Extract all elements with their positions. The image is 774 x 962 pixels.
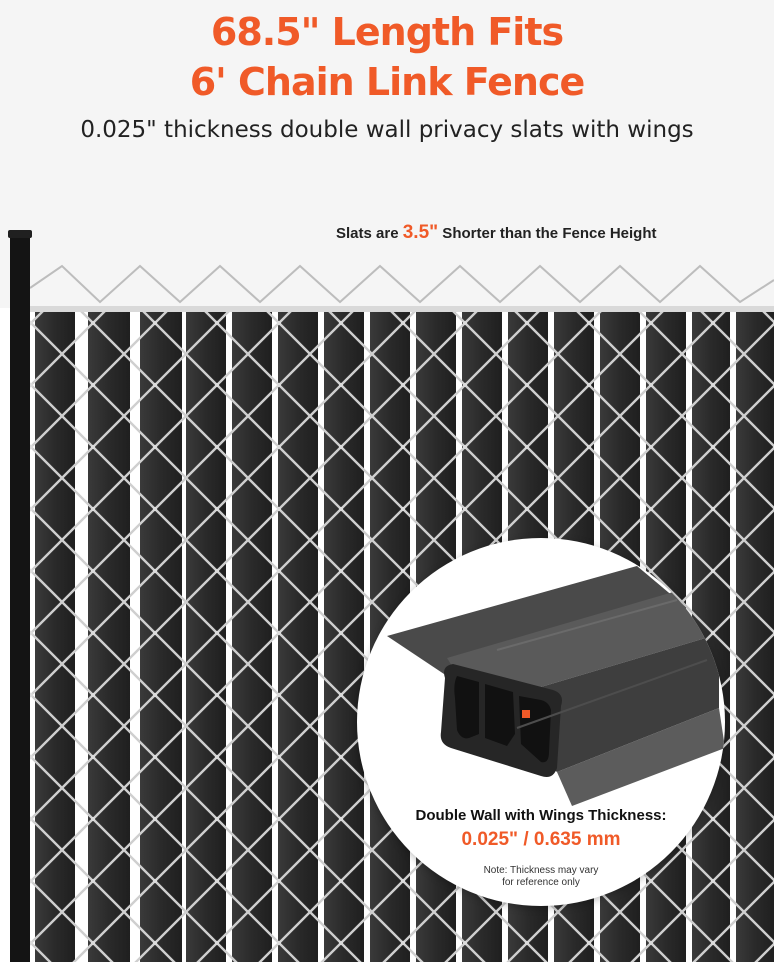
callout-title: Double Wall with Wings Thickness: (415, 807, 667, 824)
top-knuckles (30, 266, 774, 302)
fence-post (10, 234, 30, 962)
callout-note (357, 865, 725, 889)
thickness-callout (357, 538, 725, 906)
top-rail (20, 306, 774, 312)
slats-note-suffix: Shorter than the Fence Height (438, 225, 657, 242)
slats-note-prefix: Slats are (336, 225, 403, 242)
headline-line-1: 68.5" Length Fits (210, 10, 564, 54)
subtitle: 0.025" thickness double wall privacy slats with wings (80, 117, 694, 143)
callout-note-line-1: Note: Thickness may vary (483, 865, 599, 876)
headline-line-2: 6' Chain Link Fence (189, 60, 585, 104)
slats-note-highlight: 3.5" (402, 222, 439, 243)
callout-thickness-value: 0.025" / 0.635 mm (461, 829, 621, 850)
callout-note-line-2: for reference only (502, 877, 580, 888)
slats-height-note (336, 222, 657, 244)
